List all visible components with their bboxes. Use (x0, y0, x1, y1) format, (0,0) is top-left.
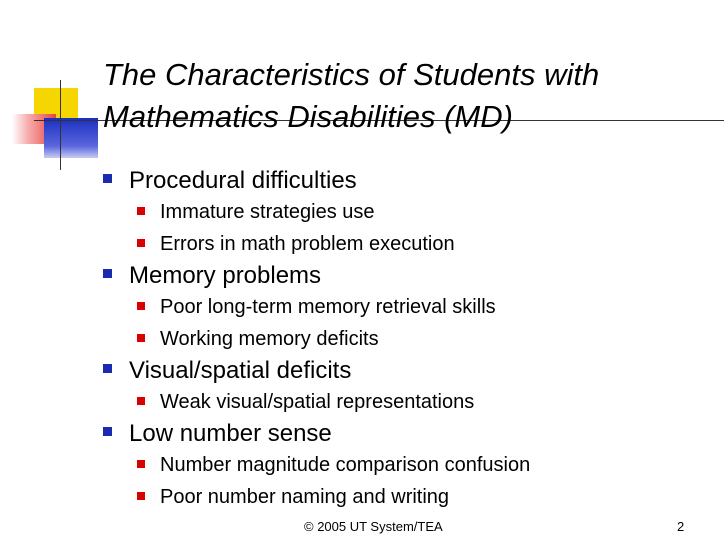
decor-blue-square (44, 118, 98, 158)
sub-bullet: Poor long-term memory retrieval skills (100, 291, 720, 323)
bullet-number-sense (100, 418, 720, 513)
bullet-list (100, 165, 720, 513)
sub-bullet: Weak visual/spatial representations (100, 386, 720, 418)
main-bullet: Memory problems (100, 260, 720, 291)
sub-bullet: Poor number naming and writing (100, 481, 720, 513)
footer-copyright: © 2005 UT System/TEA (304, 519, 443, 534)
bullet-memory (100, 260, 720, 355)
bullet-visual-spatial (100, 355, 720, 418)
bullet-procedural (100, 165, 720, 260)
decor-vertical-line (60, 80, 61, 170)
main-bullet: Low number sense (100, 418, 720, 449)
slide-title: The Characteristics of Students with Mathematics Disabilities (MD) (103, 57, 600, 134)
main-bullet: Visual/spatial deficits (100, 355, 720, 386)
main-bullet: Procedural difficulties (100, 165, 720, 196)
page-number: 2 (677, 519, 685, 534)
sub-bullet: Number magnitude comparison confusion (100, 449, 720, 481)
sub-bullet: Immature strategies use (100, 196, 720, 228)
sub-bullet: Working memory deficits (100, 323, 720, 355)
sub-bullet: Errors in math problem execution (100, 228, 720, 260)
